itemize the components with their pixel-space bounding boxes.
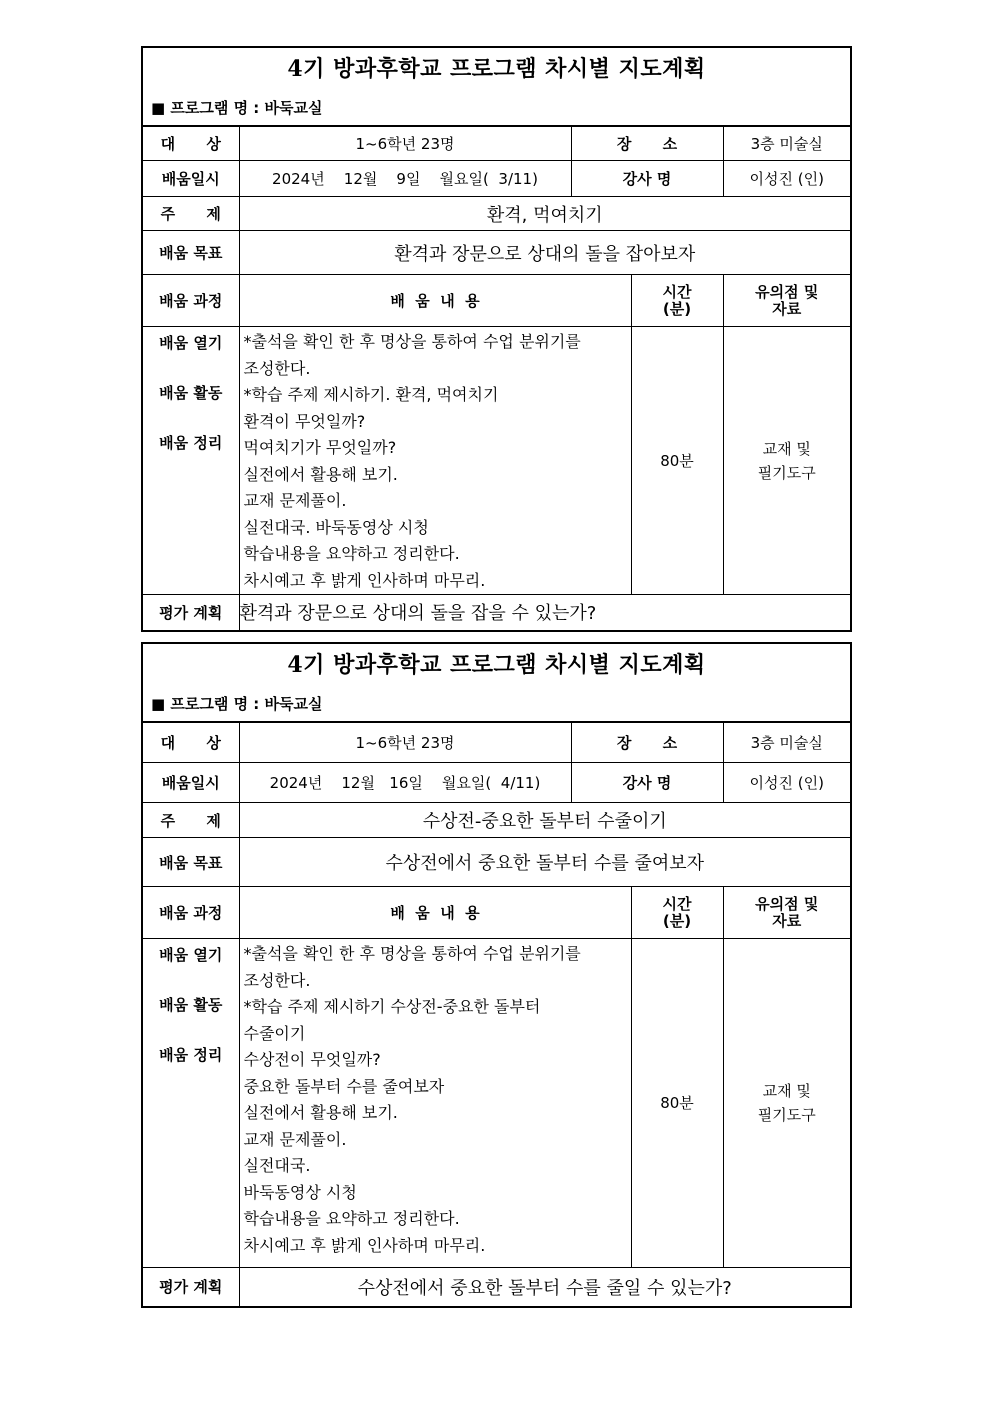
topic-label: 주 제 bbox=[143, 197, 239, 231]
content-line: 차시예고 후 밝게 인사하며 마무리. bbox=[243, 570, 486, 590]
topic-label: 주 제 bbox=[143, 803, 239, 838]
stage-activity: 배움 활동 bbox=[159, 996, 223, 1014]
stage-closing: 배움 정리 bbox=[159, 434, 223, 452]
content-line: *출석을 확인 한 후 명상을 통하여 수업 분위기를 bbox=[243, 332, 581, 351]
stage-closing: 배움 정리 bbox=[159, 1046, 223, 1064]
lesson-content bbox=[239, 939, 631, 1268]
program-name: ■ 프로그램 명 : 바둑교실 bbox=[143, 687, 850, 722]
content-line: 먹여치기가 무엇일까? bbox=[243, 438, 397, 457]
content-line: 차시예고 후 밝게 인사하며 마무리. bbox=[243, 1235, 486, 1255]
date-value: 2024년 12월 16일 월요일( 4/11) bbox=[239, 763, 571, 803]
target-label: 대 상 bbox=[143, 723, 239, 763]
topic-value: 환격, 먹여치기 bbox=[239, 197, 850, 231]
time-header: 시간 (분) bbox=[631, 275, 723, 327]
notes-value: 교재 및 필기도구 bbox=[723, 327, 850, 595]
program-name: ■ 프로그램 명 : 바둑교실 bbox=[143, 91, 850, 126]
eval-value: 수상전에서 중요한 돌부터 수를 줄일 수 있는가? bbox=[239, 1268, 850, 1306]
goal-value: 수상전에서 중요한 돌부터 수를 줄여보자 bbox=[239, 838, 850, 887]
topic-value: 수상전-중요한 돌부터 수줄이기 bbox=[239, 803, 850, 838]
goal-label: 배움 목표 bbox=[143, 231, 239, 275]
notes-value: 교재 및 필기도구 bbox=[723, 939, 850, 1268]
content-line: 실전에서 활용해 보기. bbox=[243, 1103, 398, 1122]
notes-header: 유의점 및 자료 bbox=[723, 887, 850, 939]
content-line: 실전대국. bbox=[243, 1156, 311, 1175]
content-line: 실전에서 활용해 보기. bbox=[243, 464, 398, 484]
content-line: 실전대국. 바둑동영상 시청 bbox=[243, 517, 429, 537]
date-value: 2024년 12월 9일 월요일( 3/11) bbox=[239, 161, 571, 197]
goal-value: 환격과 장문으로 상대의 돌을 잡아보자 bbox=[239, 231, 850, 275]
teacher-label: 강사 명 bbox=[571, 763, 723, 803]
place-label: 장 소 bbox=[571, 127, 723, 161]
content-line: *학습 주제 제시하기. 환격, 먹여치기 bbox=[243, 385, 499, 404]
content-line: 교재 문제풀이. bbox=[243, 491, 347, 510]
plan-table bbox=[143, 126, 850, 630]
target-value: 1~6학년 23명 bbox=[239, 127, 571, 161]
process-header: 배움 과정 bbox=[143, 887, 239, 939]
content-line: 중요한 돌부터 수를 줄여보자 bbox=[243, 1076, 445, 1096]
content-line: 환격이 무엇일까? bbox=[243, 411, 366, 431]
stage-activity: 배움 활동 bbox=[159, 384, 223, 402]
teacher-value: 이성진 (인) bbox=[723, 763, 850, 803]
teacher-value: 이성진 (인) bbox=[723, 161, 850, 197]
teacher-label: 강사 명 bbox=[571, 161, 723, 197]
content-line: 조성한다. bbox=[243, 358, 311, 378]
content-line: 바둑동영상 시청 bbox=[243, 1182, 357, 1202]
lesson-plan-2 bbox=[141, 642, 852, 1308]
place-value: 3층 미술실 bbox=[723, 127, 850, 161]
target-label: 대 상 bbox=[143, 127, 239, 161]
process-stages bbox=[143, 939, 239, 1268]
eval-value: 환격과 장문으로 상대의 돌을 잡을 수 있는가? bbox=[239, 595, 850, 630]
content-line: *출석을 확인 한 후 명상을 통하여 수업 분위기를 bbox=[243, 944, 581, 963]
content-header: 배 움 내 용 bbox=[239, 887, 631, 939]
content-line: 교재 문제풀이. bbox=[243, 1129, 347, 1149]
process-stages bbox=[143, 327, 239, 595]
plan-title: 4기 방과후학교 프로그램 차시별 지도계획 bbox=[287, 56, 706, 82]
date-label: 배움일시 bbox=[143, 161, 239, 197]
plan-title: 4기 방과후학교 프로그램 차시별 지도계획 bbox=[287, 652, 706, 678]
stage-opening: 배움 열기 bbox=[159, 334, 223, 352]
place-value: 3층 미술실 bbox=[723, 723, 850, 763]
eval-label: 평가 계획 bbox=[143, 1268, 239, 1306]
time-value: 80분 bbox=[631, 327, 723, 595]
process-header: 배움 과정 bbox=[143, 275, 239, 327]
content-line: 학습내용을 요약하고 정리한다. bbox=[243, 1209, 460, 1228]
lesson-content bbox=[239, 327, 631, 595]
date-label: 배움일시 bbox=[143, 763, 239, 803]
plan-table bbox=[143, 722, 850, 1306]
target-value: 1~6학년 23명 bbox=[239, 723, 571, 763]
content-line: 수상전이 무엇일까? bbox=[243, 1050, 381, 1069]
stage-opening: 배움 열기 bbox=[159, 946, 223, 964]
content-line: *학습 주제 제시하기 수상전-중요한 돌부터 bbox=[243, 997, 541, 1016]
content-line: 수줄이기 bbox=[243, 1023, 306, 1043]
place-label: 장 소 bbox=[571, 723, 723, 763]
time-header: 시간 (분) bbox=[631, 887, 723, 939]
time-value: 80분 bbox=[631, 939, 723, 1268]
goal-label: 배움 목표 bbox=[143, 838, 239, 887]
content-line: 조성한다. bbox=[243, 970, 311, 990]
eval-label: 평가 계획 bbox=[143, 595, 239, 630]
notes-header: 유의점 및 자료 bbox=[723, 275, 850, 327]
content-line: 학습내용을 요약하고 정리한다. bbox=[243, 544, 460, 563]
lesson-plan-1 bbox=[141, 46, 852, 632]
content-header: 배 움 내 용 bbox=[239, 275, 631, 327]
